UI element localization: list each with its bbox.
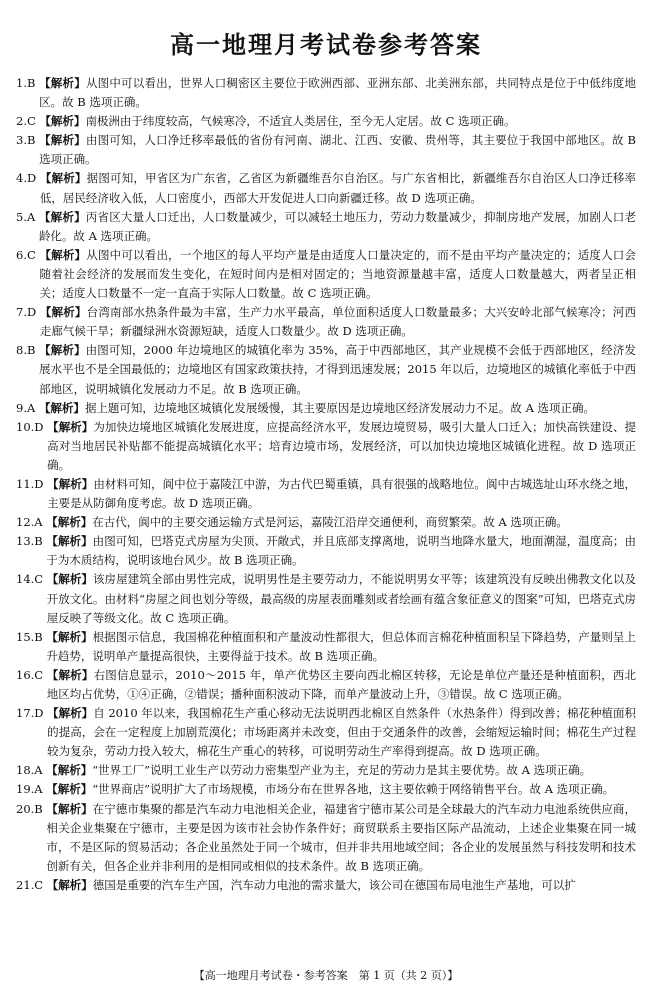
answer-number: 7.D — [16, 305, 40, 320]
answer-number: 1.B — [16, 76, 40, 90]
answer-number: 3.B — [16, 133, 40, 148]
answer-explanation — [46, 761, 636, 780]
explanation-text: 据图可知，甲省区为广东省，乙省区为新疆维吾尔自治区。与广东省相比，新疆维吾尔自治区人口净迁移率低，居民经济收入低，人口密度小，西部大开发促进人口向新疆迁移。故 D 选项正确。 — [39, 171, 637, 205]
answer-explanation — [47, 475, 636, 513]
answer-number: 5.A — [16, 209, 39, 224]
answer-explanation — [39, 131, 636, 169]
answer-number: 14.C — [16, 572, 47, 587]
analysis-tag: 【解析】 — [39, 343, 86, 358]
answer-number: 2.C — [16, 114, 40, 129]
explanation-text: 据上题可知，边境地区城镇化发展缓慢，其主要原因是边境地区经济发展动力不足。故 A 选项正确。 — [84, 400, 596, 415]
answer-number: 17.D — [16, 706, 48, 721]
answer-item — [16, 570, 636, 627]
answer-number: 21.C — [16, 877, 47, 892]
analysis-tag: 【解析】 — [47, 476, 94, 491]
answer-number: 9.A — [16, 400, 39, 415]
answer-explanation — [47, 666, 636, 704]
explanation-text: “世界工厂”说明工业生产以劳动力密集型产业为主，充足的劳动力是其主要优势。故 A 选项正确。 — [92, 763, 592, 778]
analysis-tag: 【解析】 — [46, 572, 93, 587]
analysis-tag: 【解析】 — [39, 247, 87, 262]
explanation-text: 南极洲由于纬度较高，气候寒冷，不适宜人类居住，至今无人定居。故 C 选项正确。 — [85, 114, 516, 129]
answer-item — [16, 513, 636, 532]
answer-item — [16, 246, 636, 303]
analysis-tag: 【解析】 — [46, 877, 93, 892]
answer-number: 8.B — [16, 343, 40, 358]
answer-number: 18.A — [16, 763, 47, 778]
analysis-tag: 【解析】 — [47, 706, 94, 721]
analysis-tag: 【解析】 — [39, 76, 86, 90]
answer-explanation — [40, 169, 636, 207]
analysis-tag: 【解析】 — [46, 534, 93, 549]
analysis-tag: 【解析】 — [38, 400, 85, 415]
explanation-text: 由图可知，巴塔克式房屋为尖顶、开敞式，并且底部支撑离地，说明当地降水量大，地面潮湿，温度高；由于为木质结构，说明该地台风少。故 B 选项正确。 — [46, 534, 636, 568]
answer-explanation — [46, 513, 636, 532]
explanation-text: 丙省区大量人口迁出，人口数量减少，可以减轻土地压力，劳动力数量减少，抑制房地产发展，加剧人口老龄化。故 A 选项正确。 — [38, 209, 637, 243]
answer-item — [16, 399, 636, 418]
analysis-tag: 【解析】 — [39, 114, 86, 129]
analysis-tag: 【解析】 — [38, 209, 86, 224]
answer-explanation — [39, 208, 636, 246]
analysis-tag: 【解析】 — [46, 515, 93, 530]
answer-explanation — [39, 399, 636, 418]
answer-number: 20.B — [16, 801, 47, 816]
answer-number: 13.B — [16, 534, 47, 549]
answer-number: 11.D — [16, 476, 48, 491]
answer-item — [16, 666, 636, 704]
answer-item — [16, 131, 636, 169]
answer-item — [16, 341, 636, 398]
page-title: 高一地理月考试卷参考答案 — [170, 31, 482, 59]
answer-explanation — [39, 112, 636, 131]
answer-item — [16, 780, 636, 799]
answer-number: 15.B — [16, 629, 47, 644]
explanation-text: 从图中可以看出，一个地区的每人平均产量是由适度人口量决定的，而不是由平均产量决定的；适度人口会随着社会经济的发展而发生变化，在短时间内是相对固定的；当地资源量越丰富，适度人口数量越大，两者呈正相关；适度人口数量不一定一直高于实际人口数量。故 C 选项正确。 — [39, 247, 637, 301]
answer-item — [16, 800, 636, 876]
answer-item — [16, 628, 636, 666]
analysis-tag: 【解析】 — [46, 667, 94, 682]
explanation-text: 右图信息显示，2010～2015 年，单产优势区主要向西北棉区转移，无论是单位产量还是种植面积，西北地区均占优势，①④正确，②错误；播种面积波动下降，而单产量波动上升，③错误。故 C 选项正确。 — [46, 667, 637, 701]
explanation-text: 由图可知，2000 年边境地区的城镇化率为 35%，高于中西部地区，其产业规模不会低于西部地区，经济发展水平也不是全国最低的；边境地区有国家政策扶持，才得到迅速发展；2015 年以后，边境地区的城镇化率低于中西部地区，说明城镇化发展动力不足。故 B 选项正确。 — [39, 343, 636, 396]
answer-item — [16, 876, 636, 895]
answer-explanation — [46, 780, 636, 799]
explanation-text: 由图可知，人口净迁移率最低的省份有河南、湖北、江西、安徽、贵州等，其主要位于我国中部地区。故 B 选项正确。 — [39, 133, 637, 167]
answer-explanation — [47, 876, 636, 895]
answer-item — [16, 704, 636, 761]
analysis-tag: 【解析】 — [39, 305, 87, 320]
analysis-tag: 【解析】 — [39, 171, 87, 186]
explanation-text: 在宁德市集聚的都是汽车动力电池相关企业，福建省宁德市某公司是全球最大的汽车动力电池系统供应商，相关企业集聚在宁德市，主要是因为该市社会协作条件好；商贸联系主要指区际产品流动，上述企业集聚在同一城市，不是区际的贸易活动；各企业虽然处于同一个城市，但并非共用地域空间；各企业的发展虽然与科技发明和技术创新有关，但各企业并非利用的是相同或相似的技术条件。故 B 选项正确。 — [46, 801, 636, 873]
explanation-text: 在古代，阆中的主要交通运输方式是河运，嘉陵江沿岸交通便利，商贸繁荣。故 A 选项正确。 — [92, 515, 568, 530]
explanation-text: 台湾南部水热条件最为丰富，生产力水平最高，单位面积适度人口数量最多；大兴安岭北部气候寒冷；河西走廊气候干旱；新疆绿洲水资源短缺，适度人口数量少。故 D 选项正确。 — [39, 305, 637, 339]
explanation-text: 为加快边境地区城镇化发展进度，应提高经济水平，发展边境贸易，吸引大量人口迁入；加快高铁建设、提高对当地居民补贴都不能提高城镇化水平；培育边境市场，发展经济，可以加快边境地区城镇化进程。故 D 选项正确。 — [47, 419, 636, 472]
explanation-text: 根据图示信息，我国棉花种植面积和产量波动性都很大，但总体而言棉花种植面积呈下降趋势，产量则呈上升趋势，说明单产量提高很快，主要得益于技术。故 B 选项正确。 — [46, 629, 636, 663]
answer-explanation — [39, 74, 636, 112]
answer-item — [16, 475, 636, 513]
answer-explanation — [47, 418, 636, 475]
answer-number: 4.D — [16, 171, 40, 186]
answer-item — [16, 208, 636, 246]
explanation-text: 由材料可知，阆中位于嘉陵江中游，为古代巴蜀重镇，具有很强的战略地位。阆中古城选址山环水绕之地，主要是从防御角度考虑。故 D 选项正确。 — [47, 476, 636, 511]
explanation-text: 德国是重要的汽车生产国，汽车动力电池的需求量大，该公司在德国布局电池生产基地，可以扩 — [92, 877, 576, 892]
answer-item — [16, 532, 636, 570]
explanation-text: 该房屋建筑全部由男性完成，说明男性是主要劳动力，不能说明男女平等；该建筑没有反映出佛教文化以及开放文化。由材料“房屋之间也划分等级，最高级的房屋表面雕刻或者绘画有蕴含象征意义的图案”可知，巴塔克式房屋反映了等级文化。故 C 选项正确。 — [46, 572, 637, 625]
answer-item — [16, 761, 636, 780]
answer-number: 10.D — [16, 419, 48, 434]
explanation-text: 自 2010 年以来，我国棉花生产重心移动无法说明西北棉区自然条件（水热条件）得到改善；棉花种植面积的提高，会在一定程度上加剧荒漠化；市场距离并未改变，但由于交通条件的改善，会缩短运输时间；棉花生产过程较为复杂，劳动力投入较大，棉花生产重心的转移，可说明劳动生产率得到提高。故 D 选项正确。 — [47, 706, 637, 759]
explanation-text: “世界商店”说明扩大了市场规模，市场分布在世界各地，这主要依赖于网络销售平台。故 A 选项正确。 — [92, 782, 615, 797]
answer-explanation — [46, 800, 636, 876]
answer-item — [16, 303, 636, 341]
answer-explanation — [47, 570, 636, 627]
page-footer: 【高一地理月考试卷・参考答案 第 1 页（共 2 页）】 — [193, 969, 459, 982]
answer-item — [16, 74, 636, 112]
answer-number: 6.C — [16, 247, 40, 262]
analysis-tag: 【解析】 — [46, 629, 93, 644]
analysis-tag: 【解析】 — [46, 763, 93, 778]
answer-explanation — [46, 628, 636, 666]
analysis-tag: 【解析】 — [47, 419, 94, 434]
analysis-tag: 【解析】 — [39, 133, 86, 148]
analysis-tag: 【解析】 — [46, 801, 93, 816]
answer-explanation — [40, 303, 636, 341]
answer-item — [16, 112, 636, 131]
answer-item — [16, 169, 636, 207]
answer-explanation — [47, 704, 636, 761]
answer-explanation — [39, 246, 636, 303]
explanation-text: 从图中可以看出，世界人口稠密区主要位于欧洲西部、亚洲东部、北美洲东部，共同特点是位于中低纬度地区。故 B 选项正确。 — [39, 76, 637, 110]
answer-number: 19.A — [16, 782, 47, 797]
answer-explanation — [46, 532, 636, 570]
answer-explanation — [39, 341, 636, 398]
answer-item — [16, 418, 636, 475]
answer-number: 12.A — [16, 515, 47, 530]
analysis-tag: 【解析】 — [46, 782, 93, 797]
answer-number: 16.C — [16, 667, 47, 682]
answer-list — [16, 74, 636, 895]
